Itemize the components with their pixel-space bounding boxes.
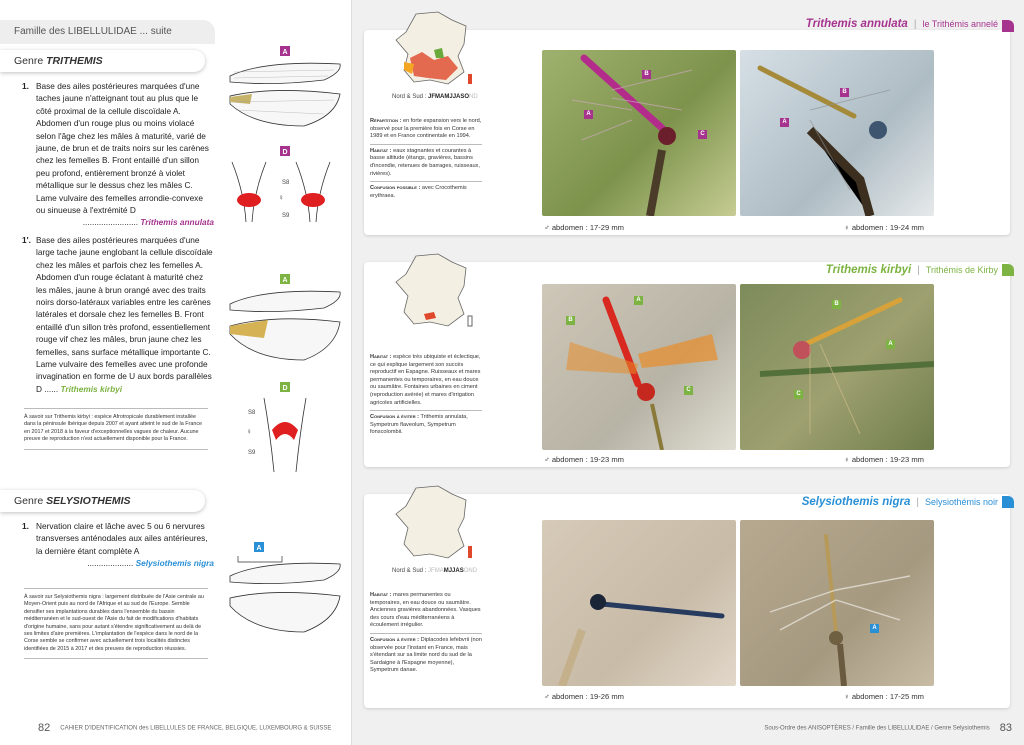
key-number: 1.: [22, 81, 29, 91]
key-text: Base des ailes postérieures marquées d'une taches jaune n'atteignant tout au plus que le côté proximal de la cellule discoïdale A. Abdomen d'un rouge plus ou moins violacé selon l'âge chez les mâles à maturité, varié de jaune, de brun et de traits noirs sur les carènes chez les femelles B. Front entaillé d'un sillon peu profond, entièrement bronzé à violet métallique sur le dessus chez les mâles C. Lame vulvaire des femelles arrondie-convexe ou sinueuse à l'extrémité D: [36, 81, 209, 216]
info-body: Diplacodes lefebvrii (non observée pour l'instant en France, mais s'étendant sur sa limite nord du sud de la Sardaigne à l'Espagne moyenne), Sympetrum danae.: [370, 636, 482, 674]
forewing-nigra: [230, 563, 340, 583]
forewing-annulata: [230, 63, 340, 83]
species-panel-annulata: [364, 18, 1010, 235]
vulvar-plate-red: [237, 193, 261, 207]
info-body: avec Crocothemis erythraea.: [370, 185, 467, 199]
female-symbol: ♀: [246, 427, 252, 436]
panel-title: Trithemis kirbyi | Trithémis de Kirby: [825, 264, 998, 276]
info-body: mares permanentes ou temporaires, en eau douce ou saumâtre. Anciennes gravières abandonnées. Vasques des cours d'eau méditerranéens à écoulement irrégulier.: [370, 592, 481, 629]
male-symbol: ♂: [544, 692, 550, 701]
label-b-marker: B: [566, 316, 575, 325]
label-a-text: A: [282, 49, 288, 56]
flight-months: Nord & Sud : JFMAMJJASOND: [392, 568, 478, 574]
selysiothemis-wings: [224, 540, 348, 650]
key-species-nigra: Selysiothemis nigra: [135, 558, 214, 569]
page-number-right: 83: [999, 722, 1012, 734]
info-title: Confusion à éviter :: [370, 414, 420, 421]
vulvar-plate-red: [301, 193, 325, 207]
info-title: Confusion possible :: [370, 185, 421, 192]
key-species-annulata: Trithemis annulata: [140, 217, 214, 228]
key-text: Nervation claire et lâche avec 5 ou 6 nervures transverses anténodales aux ailes antérieures, la dernière étant complète A: [36, 521, 208, 556]
family-header: Famille des LIBELLULIDAE ... suite: [0, 20, 215, 44]
key-couplet-selysiothemis: [22, 520, 214, 570]
france-map: [394, 252, 474, 332]
label-c-marker: C: [698, 130, 707, 139]
key-species-kirbyi: Trithemis kirbyi: [60, 383, 123, 394]
photo-female-kirbyi: [740, 284, 934, 450]
segment-outline: [232, 162, 330, 222]
s9-label: S9: [248, 450, 256, 456]
right-page: [352, 0, 1024, 745]
info-title: Habitat :: [370, 592, 392, 598]
key-dots: ........................: [82, 217, 139, 228]
info-title: Habitat :: [370, 354, 392, 360]
male-symbol: ♂: [544, 455, 550, 464]
panel-title: Trithemis annulata | le Trithémis annelé: [805, 18, 998, 30]
france-map: [394, 10, 474, 90]
flight-months: Nord & Sud : JFMAMJJASOND: [392, 94, 478, 100]
caption-male: ♂ abdomen : 19-23 mm: [544, 455, 625, 464]
caption-female: ♀ abdomen : 19-23 mm: [844, 455, 925, 464]
wing-illustrations: [224, 42, 348, 492]
info-body: eaux stagnantes et courantes à basse altitude (étangs, gravières, bassins d'incendie, retenues de barrages, ruisseaux, rivières).: [370, 147, 480, 177]
info-body: en forte expansion vers le nord, observé pour la première fois en Corse en 1989 et en France continentale en 1994.: [370, 118, 482, 140]
info-title: Habitat :: [370, 147, 392, 154]
photo-male-annulata: [542, 50, 736, 216]
info-body: Trithemis annulata, Sympetrum flaveolum, Sympetrum fonscolombii.: [370, 414, 468, 436]
key-text: Base des ailes postérieures marquées d'une large tache jaune englobant la cellule discoïdale chez les mâles et parfois chez les femelles A. Abdomen d'un rouge éclatant à maturité chez les mâles, jaune à brun orangé avec des traits noirs dorso-latéraux variables entre les carènes latérales et dorsale chez les femelles B. Front entaillé d'un sillon très profond, essentiellement rouge vif chez les mâles, brun jaune chez les femelles, sans surface métallique importante C. Lame vulvaire des femelles avec une profonde invagination en forme de U aux bords parallèles D: [36, 235, 213, 394]
france-map: [394, 484, 474, 564]
footer-right: Sous-Ordre des ANISOPTÈRES / Famille des LIBELLULIDAE / Genre Selysiothemis 83: [764, 722, 1012, 734]
key-dots: ......: [44, 383, 59, 394]
photo-female-nigra: [740, 520, 934, 686]
info-body: espèce très ubiquiste et éclectique, ce qui explique largement son succès reproductif en Espagne. Ruisseaux et mares permanentes ou temporaires, en eau douce ou saumâtre. Fontaines urbaines en ciment (reproduction avérée) et mares d'irrigation agricoles artificielles.: [370, 354, 481, 406]
species-info: [370, 354, 482, 437]
caption-female: ♀ abdomen : 19-24 mm: [844, 223, 925, 232]
label-d-text: D: [282, 385, 288, 392]
key-couplet-1: [22, 80, 214, 229]
female-symbol: ♀: [844, 692, 850, 701]
photo-female-annulata: [740, 50, 934, 216]
footer-left: 82 CAHIER D'IDENTIFICATION des LIBELLULES DE FRANCE, BELGIQUE, LUXEMBOURG & SUISSE: [38, 722, 332, 734]
label-c-marker: C: [684, 386, 693, 395]
caption-female: ♀ abdomen : 17-25 mm: [844, 692, 925, 701]
genre-header-selysiothemis: Genre SELYSIOTHEMIS: [0, 490, 205, 512]
label-a-marker: A: [584, 110, 593, 119]
note-selysiothemis-nigra: À savoir sur Selysiothemis nigra : largement distribuée de l'Asie centrale au Moyen-Orient puis au nord de l'Afrique et au sud de l'Europe. Semble densifier ses implantations durables dans l'ensemble du bassin méditerranéen et le sud-ouest de l'Asie du fait de modifications d'habitats d'origine humaine, sans pour autant s'étendre significativement au delà de ses limites d'aire premières. L'implantation de l'espèce dans le nord de la Corse semble se confirmer avec actuellement trois localités distinctes identifiées de 2015 à 2017 et des preuves de reproduction réussies.: [24, 588, 208, 659]
hindwing-nigra: [230, 592, 340, 632]
s8-label: S8: [282, 180, 290, 186]
s8-label: S8: [248, 410, 256, 416]
photo-male-kirbyi: [542, 284, 736, 450]
label-d-text: D: [282, 149, 288, 156]
key-number: 1.: [22, 521, 29, 531]
left-page: [0, 0, 352, 745]
key-couplet-1b: [22, 234, 214, 395]
color-tab: [1002, 496, 1014, 508]
species-info: [370, 592, 482, 675]
caption-male: ♂ abdomen : 17-29 mm: [544, 223, 625, 232]
photo-male-nigra: [542, 520, 736, 686]
label-a-marker: A: [870, 624, 879, 633]
key-number: 1'.: [22, 235, 31, 245]
species-panel-kirbyi: [364, 262, 1010, 467]
panel-title: Selysiothemis nigra | Selysiothémis noir: [801, 496, 998, 508]
label-a-text: A: [256, 545, 262, 552]
female-symbol: ♀: [844, 223, 850, 232]
s9-label: S9: [282, 213, 290, 219]
genre-header-trithemis: Genre TRITHEMIS: [0, 50, 205, 72]
info-title: Répartition :: [370, 118, 402, 124]
label-b-marker: B: [840, 88, 849, 97]
forewing-kirbyi: [230, 291, 340, 311]
female-symbol: ♀: [278, 193, 284, 202]
label-a-text: A: [282, 277, 288, 284]
male-symbol: ♂: [544, 223, 550, 232]
info-title: Confusion à éviter :: [370, 636, 420, 643]
label-b-marker: B: [832, 300, 841, 309]
color-tab: [1002, 264, 1014, 276]
female-symbol: ♀: [844, 455, 850, 464]
note-trithemis-kirbyi: À savoir sur Trithemis kirbyi : espèce Afrotropicale durablement installée dans la péninsule Ibérique depuis 2007 et ayant atteint le sud de la France en 2017 et 2018 à la faveur d'exceptionnelles vagues de chaleur. Aucune preuve de reproduction n'est actuellement disponible pour la France.: [24, 408, 208, 450]
label-b-marker: B: [642, 70, 651, 79]
antenodal-bracket: [238, 556, 282, 562]
species-panel-nigra: [364, 494, 1010, 708]
label-a-marker: A: [780, 118, 789, 127]
page-number-left: 82: [38, 722, 51, 734]
species-info: [370, 118, 482, 200]
label-c-marker: C: [794, 390, 803, 399]
label-a-marker: A: [634, 296, 643, 305]
caption-male: ♂ abdomen : 19-26 mm: [544, 692, 625, 701]
key-dots: ....................: [87, 558, 134, 569]
segment-outline: [264, 398, 306, 472]
vulvar-plate-red: [272, 422, 298, 440]
label-a-marker: A: [886, 340, 895, 349]
color-tab: [1002, 20, 1014, 32]
